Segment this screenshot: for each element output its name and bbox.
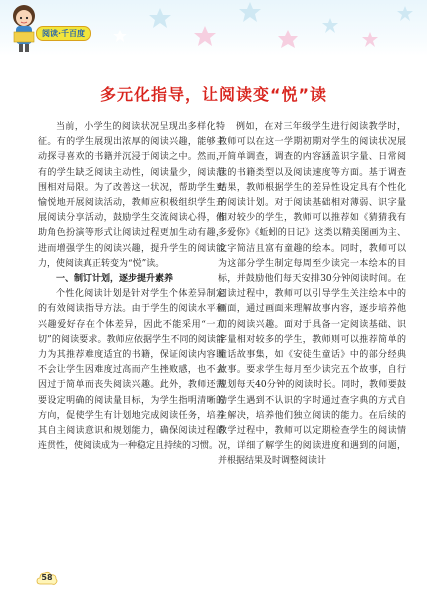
column-badge: 阅读·千百度 [36,26,91,41]
right-column [218,120,406,470]
example-paragraph: 例如，在对三年级学生进行阅读教学时，教师可以在这一学期初期对学生的阅读状况展开简单调查，调查的内容涵盖识字量、日常阅读的书籍类型以及阅读速度等方面。基于调查结果，教师根据学生的差异性设定具有个性化的阅读计划。对于阅读基础相对薄弱、识字量相对较少的学生，教师可以推荐如《猜猜我有多爱你》《蚯蚓的日记》这类以精美图画为主、文字简洁且富有童趣的绘本。同时，教师可以为这部分学生制定每周至少读完一本绘本的目标，并鼓励他们每天安排30分钟阅读时间。在阅读过程中，教师可以引导学生关注绘本中的画面，通过画面来理解故事内容，逐步培养他们的阅读兴趣。面对于具备一定阅读基础、识字量相对较多的学生，教师则可以推荐简单的童话故事集，如《安徒生童话》中的部分经典故事。要求学生每月至少读完五个故事，自行规划每天40分钟的阅读时长。同时，教师要鼓励学生遇到不认识的字时通过查字典的方式自主解决，培养他们独立阅读的能力。在后续的教学过程中，教师可以定期检查学生的阅读情况，详细了解学生的阅读进度和遇到的问题，并根据结果及时调整阅读计 [218,122,406,467]
page-header [0,0,427,56]
reading-girl-icon [8,2,40,54]
article-title: 多元化指导，让阅读变“悦”读 [99,85,328,104]
body-paragraph: 个性化阅读计划是针对学生个体差异制定的有效阅读指导方法。由于学生的阅读水平和兴趣爱好存在个体差异，因此不能采用“一刀切”的阅读要求。教师应依据学生不同的阅读能力为其推荐难度适宜的书籍，保证阅读内容既不会让学生因难度过高而产生挫败感，也不会因过于简单而丧失阅读兴趣。此外，教师还需要设定明确的阅读量目标，为学生指明清晰的方向，促使学生有计划地完成阅读任务，培养其自主阅读意识和规划能力，确保阅读过程的连贯性，使阅读成为一种稳定且持续的习惯。 [38,289,225,452]
left-column [38,120,225,454]
page-number: 58 [41,573,53,582]
page-number-badge [36,570,58,588]
section-heading: 一、制订计划，逐步提升素养 [56,274,174,285]
intro-paragraph: 当前，小学生的阅读状况呈现出多样化特征。有的学生展现出浓厚的阅读兴趣，能够主动探寻喜欢的书籍并沉浸于阅读之中。然而，有的学生缺乏阅读主动性，阅读量少，阅读范围相对局限。为了改善这一状况，帮助学生更愉悦地开展阅读活动，教师应积极组织学生开展阅读分享活动，鼓励学生交流阅读心得，借助角色扮演等形式让阅读过程更加生动有趣，进而增强学生的阅读兴趣，提升学生的阅读能力，使阅读真正转变为“悦”读。 [38,122,225,269]
